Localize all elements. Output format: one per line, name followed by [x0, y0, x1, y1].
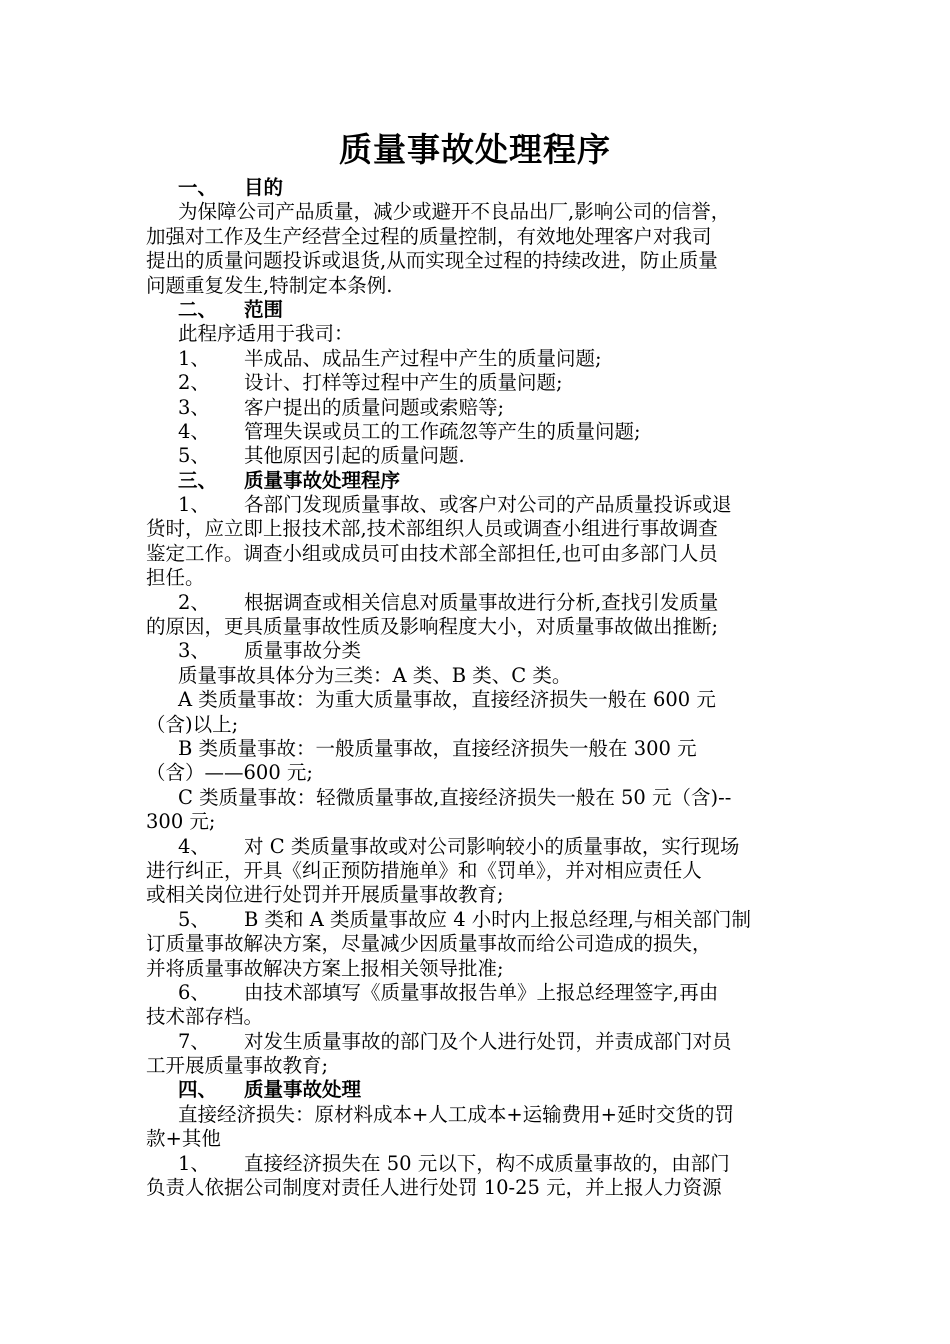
paragraph-line: 或相关岗位进行处罚并开展质量事故教育; [146, 883, 504, 907]
item-text: 各部门发现质量事故、或客户对公司的产品质量投诉或退 [244, 493, 732, 517]
item-number: 2、 [178, 371, 210, 395]
section-heading [146, 1078, 806, 1102]
paragraph-line: 工开展质量事故教育; [146, 1054, 329, 1078]
item-number: 4、 [178, 419, 210, 443]
paragraph-line: A 类质量事故：为重大质量事故，直接经济损失一般在 600 元 [178, 688, 716, 712]
paragraph-line: 款+其他 [146, 1127, 221, 1151]
section-heading-text: 范围 [244, 297, 284, 321]
paragraph-line: 直接经济损失：原材料成本+人工成本+运输费用+延时交货的罚 [178, 1102, 735, 1126]
numbered-item [146, 835, 806, 859]
numbered-item [146, 1152, 806, 1176]
section-number: 三、 [178, 468, 218, 492]
numbered-item [146, 420, 806, 444]
item-number: 2、 [178, 590, 210, 614]
numbered-item [146, 396, 806, 420]
numbered-item [146, 908, 806, 932]
numbered-item [146, 371, 806, 395]
paragraph-line: 货时，应立即上报技术部,技术部组织人员或调查小组进行事故调查 [146, 517, 718, 541]
item-number: 5、 [178, 907, 210, 931]
paragraph-line: 300 元; [146, 810, 216, 834]
section-heading-text: 目的 [244, 176, 284, 199]
paragraph-line: C 类质量事故：轻微质量事故,直接经济损失一般在 50 元（含)-- [178, 785, 732, 809]
item-text: 客户提出的质量问题或索赔等; [244, 395, 505, 419]
section-number: 二、 [178, 297, 218, 321]
item-number: 4、 [178, 834, 210, 858]
paragraph-line: 并将质量事故解决方案上报相关领导批准; [146, 956, 504, 980]
item-number: 1、 [178, 493, 210, 517]
item-text: 对发生质量事故的部门及个人进行处罚，并责成部门对员 [244, 1029, 732, 1053]
item-text: 由技术部填写《质量事故报告单》上报总经理签字,再由 [244, 980, 719, 1004]
item-text: 对 C 类质量事故或对公司影响较小的质量事故，实行现场 [244, 834, 740, 858]
document-body [146, 176, 806, 1200]
section-heading-text: 质量事故处理程序 [244, 468, 401, 492]
item-text: 半成品、成品生产过程中产生的质量问题; [244, 346, 602, 370]
numbered-item [146, 1030, 806, 1054]
section-number: 一、 [178, 176, 218, 199]
item-number: 5、 [178, 444, 210, 468]
item-text: 管理失误或员工的工作疏忽等产生的质量问题; [244, 419, 641, 443]
paragraph-line: 担任。 [146, 566, 205, 590]
paragraph-line: （含)以上; [146, 712, 239, 736]
paragraph-line: 问题重复发生,特制定本条例. [146, 273, 393, 297]
item-text: 直接经济损失在 50 元以下，构不成质量事故的，由部门 [244, 1151, 730, 1175]
paragraph-line: 提出的质量问题投诉或退货,从而实现全过程的持续改进，防止质量 [146, 249, 718, 273]
section-heading [146, 176, 806, 200]
paragraph-line: B 类质量事故：一般质量事故，直接经济损失一般在 300 元 [178, 736, 697, 760]
section-heading-text: 质量事故处理 [244, 1078, 362, 1102]
numbered-item [146, 591, 806, 615]
paragraph-line: 质量事故具体分为三类：A 类、B 类、C 类。 [178, 663, 572, 687]
numbered-item [146, 639, 806, 663]
paragraph-line: （含）——600 元; [146, 761, 313, 785]
section-heading [146, 298, 806, 322]
paragraph-line: 鉴定工作。调查小组或成员可由技术部全部担任,也可由多部门人员 [146, 541, 718, 565]
item-text: B 类和 A 类质量事故应 4 小时内上报总经理,与相关部门制 [244, 907, 752, 931]
paragraph-line: 加强对工作及生产经营全过程的质量控制，有效地处理客户对我司 [146, 224, 712, 248]
item-number: 6、 [178, 980, 210, 1004]
item-text: 其他原因引起的质量问题. [244, 444, 465, 468]
numbered-item [146, 444, 806, 468]
numbered-item [146, 493, 806, 517]
paragraph-line: 此程序适用于我司： [178, 322, 354, 346]
item-text: 质量事故分类 [244, 639, 362, 663]
numbered-item [146, 347, 806, 371]
document-title: 质量事故处理程序 [339, 130, 611, 169]
section-heading [146, 469, 806, 493]
item-number: 3、 [178, 639, 210, 663]
paragraph-line: 负责人依据公司制度对责任人进行处罚 10-25 元，并上报人力资源 [146, 1176, 722, 1200]
item-number: 3、 [178, 395, 210, 419]
section-number: 四、 [178, 1078, 218, 1102]
item-number: 7、 [178, 1029, 210, 1053]
paragraph-line: 订质量事故解决方案，尽量减少因质量事故而给公司造成的损失， [146, 932, 712, 956]
paragraph-line: 为保障公司产品质量，减少或避开不良品出厂,影响公司的信誉， [178, 200, 731, 224]
item-text: 设计、打样等过程中产生的质量问题; [244, 371, 563, 395]
numbered-item [146, 981, 806, 1005]
paragraph-line: 技术部存档。 [146, 1005, 264, 1029]
item-text: 根据调查或相关信息对质量事故进行分析,查找引发质量 [244, 590, 719, 614]
item-number: 1、 [178, 346, 210, 370]
item-number: 1、 [178, 1151, 210, 1175]
paragraph-line: 的原因，更具质量事故性质及影响程度大小，对质量事故做出推断; [146, 615, 719, 639]
paragraph-line: 进行纠正，开具《纠正预防措施单》和《罚单》，并对相应责任人 [146, 858, 702, 882]
